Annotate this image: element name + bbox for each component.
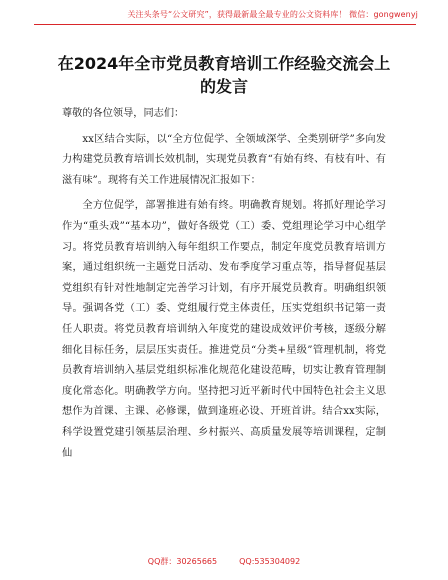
- paragraph-intro: xx区结合实际，以“全方位促学、全领域深学、全类别研学”多向发力构建党员教育培训长效机制，实现党员教育“有始有终、有枝有叶、有滋有味”。现将有关工作进展情况汇报如下：: [62, 133, 386, 186]
- document-title: [40, 52, 408, 98]
- footer-qq-group: QQ群：30265665: [147, 557, 218, 566]
- salutation: 尊敬的各位领导，同志们：: [62, 108, 185, 119]
- document-body: [62, 104, 386, 464]
- title-line-2: 的发言: [199, 77, 248, 96]
- header-promo-note: 关注头条号“公文研究”，获得最新最全最专业的公文资料库！ 微信：gongwenyj: [127, 10, 418, 19]
- footer-contact: [0, 556, 448, 567]
- header-divider: [34, 24, 416, 25]
- title-line-1: 在2024年全市党员教育培训工作经验交流会上: [57, 54, 391, 73]
- paragraph-section-1: 全方位促学，部署推进有始有终。明确教育规划。将抓好理论学习作为“重头戏”“基本功”，做好各级党（工）委、党组理论学习中心组学习。将党员教育培训纳入每年组织工作要点，制定年度党员教育培训方案，通过组织统一主题党日活动、发布季度学习重点等，指导督促基层党组织有针对性地制定完善学习计划，有序开展党员教育。明确组织领导。强调各党（工）委、党组履行党主体责任，压实党组织书记第一责任人职责。将党员教育培训纳入年度党的建设成效评价考核，逐级分解细化目标任务，层层压实责任。推进党员“分类+星级”管理机制，将党员教育培训纳入基层党组织标准化规范化建设范畴，切实让教育管理制度化常态化。明确教学方向。坚持把习近平新时代中国特色社会主义思想作为首课、主课、必修课，做到逢班必设、开班首讲。结合xx实际，科学设置党建引领基层治理、乡村振兴、高质量发展等培训课程，定制仙: [62, 200, 386, 459]
- footer-qq-id: QQ:535304092: [239, 557, 301, 566]
